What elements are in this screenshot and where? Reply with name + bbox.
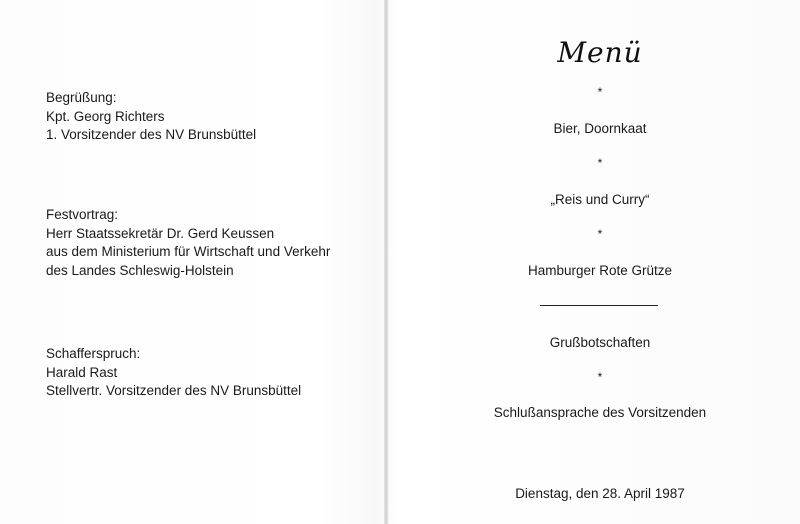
welcome-label: Begrüßung:	[46, 90, 117, 105]
menu-separator: *	[597, 227, 603, 241]
keynote-state: des Landes Schleswig-Holstein	[46, 262, 234, 278]
welcome-speaker: Kpt. Georg Richters	[46, 108, 165, 124]
event-date: Dienstag, den 28. April 1987	[515, 486, 685, 501]
menu-separator: *	[597, 370, 603, 384]
menu-title: Menü	[557, 36, 643, 69]
toast-role: Stellvertr. Vorsitzender des NV Brunsbüttel	[46, 383, 302, 398]
menu-item-closing-speech: Schlußansprache des Vorsitzenden	[493, 405, 707, 420]
welcome-block	[46, 89, 366, 145]
menu-item-greetings: Grußbotschaften	[549, 335, 651, 350]
keynote-block	[46, 206, 366, 280]
menu-item-dessert: Hamburger Rote Grütze	[527, 263, 673, 278]
menu-separator: *	[597, 156, 603, 170]
keynote-speaker: Herr Staatssekretär Dr. Gerd Keussen	[46, 225, 275, 241]
menu-separator: *	[597, 85, 603, 99]
toast-speaker: Harald Rast	[46, 364, 118, 380]
divider-line	[540, 305, 658, 306]
menu-item-main: „Reis und Curry“	[550, 192, 650, 207]
keynote-ministry: aus dem Ministerium für Wirtschaft und Verkehr	[46, 244, 331, 259]
center-fold	[384, 0, 390, 524]
toast-label: Schafferspruch:	[46, 346, 141, 361]
toast-block	[46, 345, 366, 401]
menu-item-drinks: Bier, Doornkaat	[553, 121, 647, 136]
keynote-label: Festvortrag:	[46, 207, 119, 222]
welcome-role: 1. Vorsitzender des NV Brunsbüttel	[46, 127, 257, 142]
